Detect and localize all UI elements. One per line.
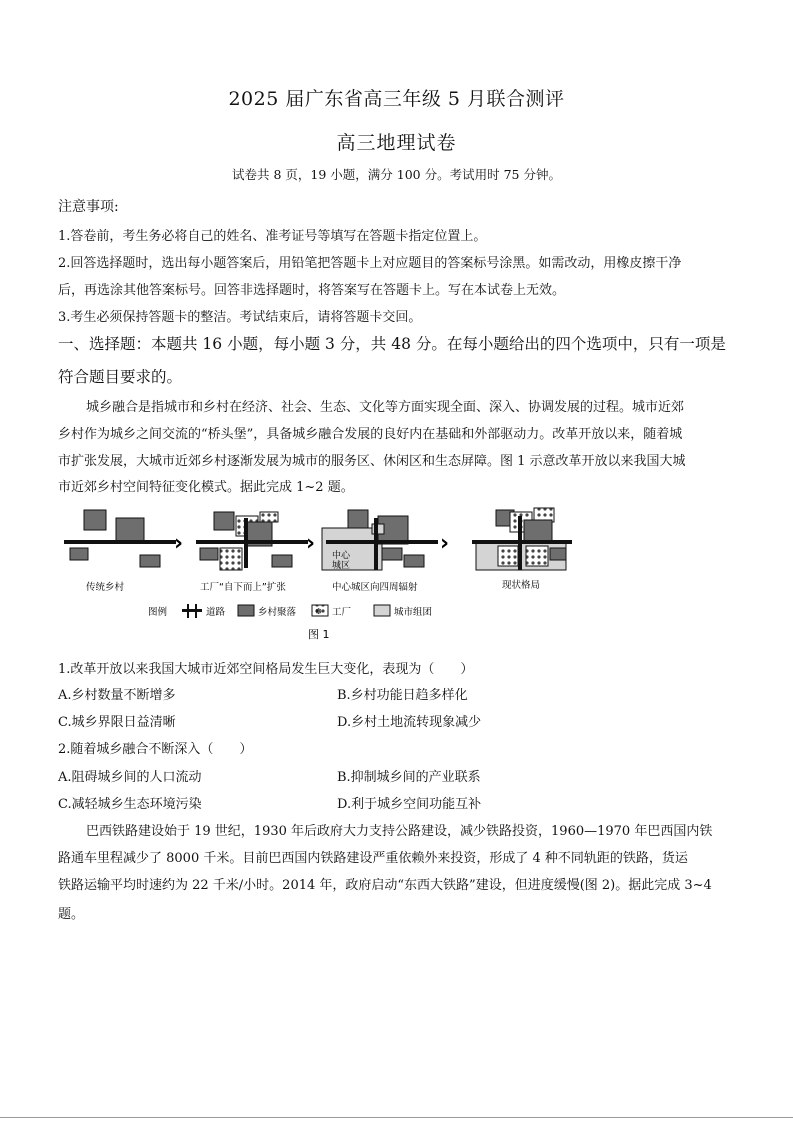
note-item: 后，再选涂其他答案标号。回答非选择题时，将答案写在答题卡上。写在本试卷上无效。 xyxy=(58,283,566,298)
legend-label: 城市组团 xyxy=(394,607,433,618)
center-label: 城区 xyxy=(332,561,351,571)
stage-current-pattern xyxy=(472,508,572,570)
passage-line: 城乡融合是指城市和乡村在经济、社会、生态、文化等方面实现全面、深入、协调发展的过程。城市近郊 xyxy=(86,400,685,415)
option-c[interactable]: C.城乡界限日益清晰 xyxy=(58,715,176,730)
arrow-right-icon: › xyxy=(174,531,184,556)
exam-subtitle: 高三地理试卷 xyxy=(336,132,457,154)
stage-label: 传统乡村 xyxy=(86,582,125,593)
stage-traditional xyxy=(64,510,176,567)
passage-line: 路通车里程减少了 8000 千米。目前巴西国内铁路建设严重依赖外来投资，形成了 4 种不同轨距的铁路，货运 xyxy=(58,851,688,866)
option-d[interactable]: D.乡村土地流转现象减少 xyxy=(337,715,482,730)
page-bottom-divider xyxy=(0,1117,793,1118)
section-heading-cont: 符合题目要求的。 xyxy=(58,368,183,386)
note-item: 3.考生必须保持答题卡的整洁。考试结束后，请将答题卡交回。 xyxy=(58,310,422,325)
option-a[interactable]: A.乡村数量不断增多 xyxy=(58,688,176,703)
figure-legend xyxy=(148,604,432,618)
legend-label: 道路 xyxy=(206,607,226,618)
passage-line: 铁路运输平均时速约为 22 千米/小时。2014 年，政府启动“东西大铁路”建设，但进度缓慢(图 2)。据此完成 3~4 xyxy=(58,878,712,893)
option-d[interactable]: D.利于城乡空间功能互补 xyxy=(337,797,482,812)
stage-label: 工厂“自下而上”扩张 xyxy=(200,582,286,593)
legend-label: 工厂 xyxy=(332,607,352,618)
road-icon xyxy=(182,604,202,618)
exam-title: 2025 届广东省高三年级 5 月联合测评 xyxy=(228,88,565,110)
legend-title: 图例 xyxy=(148,607,168,618)
city-cluster-icon xyxy=(374,605,390,616)
question-stem: 2.随着城乡融合不断深入（ ） xyxy=(58,742,253,757)
figure-caption: 图 1 xyxy=(308,628,330,641)
center-label: 中心 xyxy=(332,551,351,561)
exam-info: 试卷共 8 页，19 小题，满分 100 分。考试用时 75 分钟。 xyxy=(232,167,561,182)
factory-glyph: ☸ xyxy=(315,607,323,616)
settlement-icon xyxy=(238,605,254,616)
arrow-right-icon: › xyxy=(440,531,450,556)
option-b[interactable]: B.抑制城乡间的产业联系 xyxy=(337,770,481,785)
option-c[interactable]: C.减轻城乡生态环境污染 xyxy=(58,797,202,812)
question-stem: 1.改革开放以来我国大城市近郊空间格局发生巨大变化，表现为（ ） xyxy=(58,662,474,677)
notes-heading: 注意事项: xyxy=(58,199,119,215)
note-item: 1.答卷前，考生务必将自己的姓名、准考证号等填写在答题卡指定位置上。 xyxy=(58,229,487,244)
passage-line: 题。 xyxy=(58,907,85,922)
passage-line: 市近郊乡村空间特征变化模式。据此完成 1~2 题。 xyxy=(58,480,354,495)
stage-label: 现状格局 xyxy=(502,580,541,591)
stage-center-radiation xyxy=(322,510,438,571)
stage-factory-expansion xyxy=(196,512,308,570)
passage-line: 巴西铁路建设始于 19 世纪，1930 年后政府大力支持公路建设，减少铁路投资，1960—1970 年巴西国内铁 xyxy=(86,824,713,839)
arrow-right-icon: › xyxy=(306,531,316,556)
passage-line: 市扩张发展，大城市近郊乡村逐渐发展为城市的服务区、休闲区和生态屏障。图 1 示意改革开放以来我国大城 xyxy=(58,454,686,469)
option-b[interactable]: B.乡村功能日趋多样化 xyxy=(337,688,468,703)
stage-label: 中心城区向四周辐射 xyxy=(332,582,418,593)
figure-1 xyxy=(56,500,586,650)
passage-line: 乡村作为城乡之间交流的“桥头堡”，具备城乡融合发展的良好内在基础和外部驱动力。改革开放以来，随着城 xyxy=(58,427,683,442)
legend-label: 乡村聚落 xyxy=(258,607,297,618)
section-heading: 一、选择题：本题共 16 小题，每小题 3 分，共 48 分。在每小题给出的四个选项中，只有一项是 xyxy=(58,335,726,353)
option-a[interactable]: A.阻碍城乡间的人口流动 xyxy=(58,770,202,785)
note-item: 2.回答选择题时，选出每小题答案后，用铅笔把答题卡上对应题目的答案标号涂黑。如需改动，用橡皮擦干净 xyxy=(58,256,682,271)
